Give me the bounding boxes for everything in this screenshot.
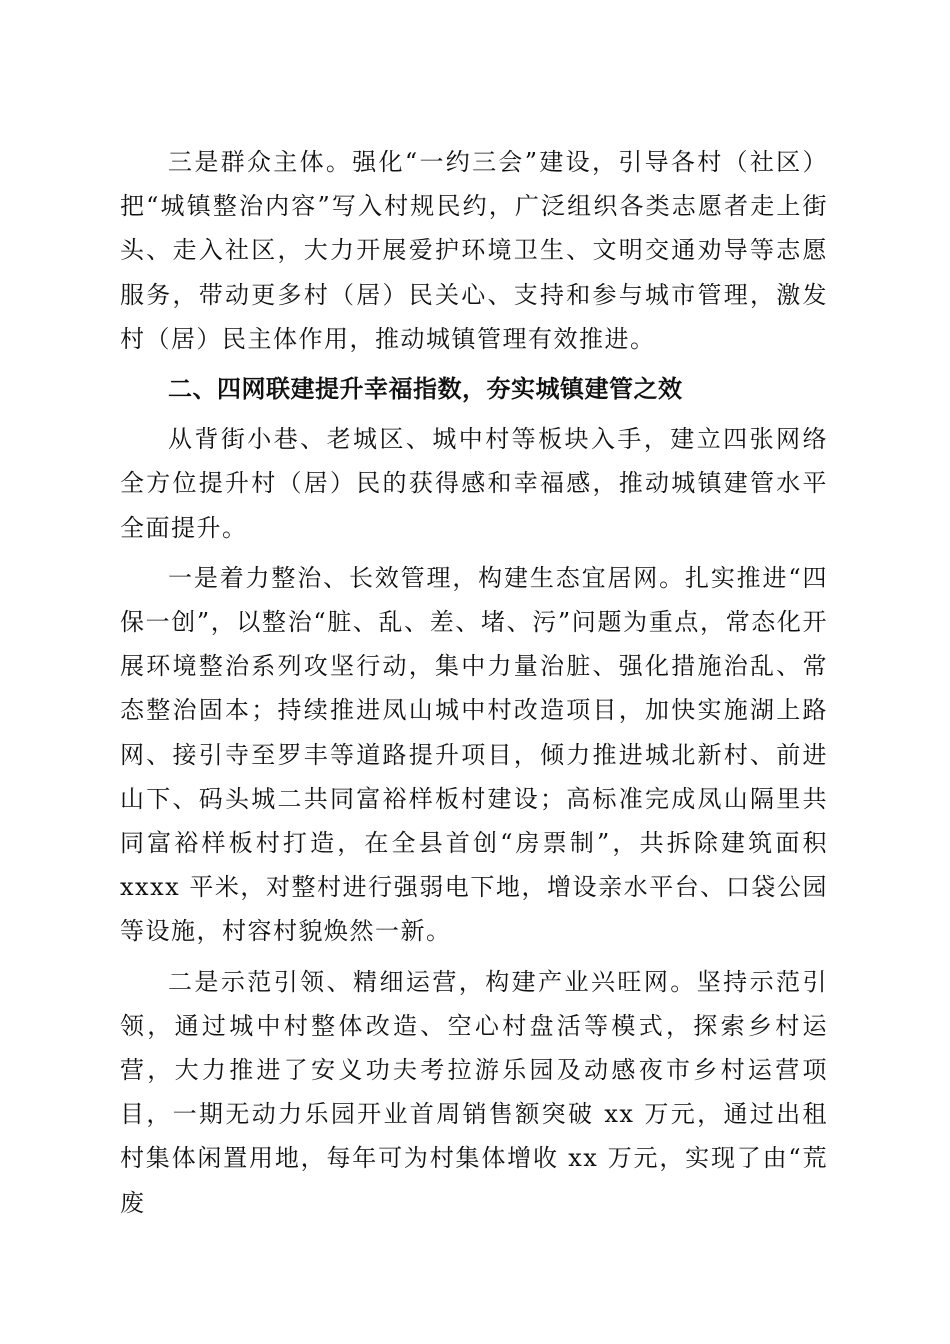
paragraph-lead: 二是示范引领、精细运营，构建产业兴旺网。 — [168, 967, 697, 996]
section-heading: 二、四网联建提升幸福指数，夯实城镇建管之效 — [168, 375, 683, 404]
paragraph-mass-participation — [120, 140, 828, 361]
paragraph-text: 强化“一约三会”建设，引导各村（社区）把“城镇整治内容”写入村规民约，广泛组织各类志愿者走上街头、走入社区，大力开展爱护环境卫生、文明交通劝导等志愿服务，带动更多村（居）民关心、支持和参与城市管理，激发村（居）民主体作用，推动城镇管理有效推进。 — [120, 148, 828, 353]
paragraph-industry-network — [120, 960, 828, 1225]
paragraph-text: 从背街小巷、老城区、城中村等板块入手，建立四张网络全方位提升村（居）民的获得感和幸福感，推动城镇建管水平全面提升。 — [120, 425, 828, 542]
paragraph-text: 坚持示范引领，通过城中村整体改造、空心村盘活等模式，探索乡村运营，大力推进了安义功夫考拉游乐园及动感夜市乡村运营项目，一期无动力乐园开业首周销售额突破 xx 万元，通过出租村集体闲置用地，每年可为村集体增收 xx 万元，实现了由“荒废 — [120, 967, 828, 1217]
paragraph-text: 扎实推进“四保一创”，以整治“脏、乱、差、堵、污”问题为重点，常态化开展环境整治系列攻坚行动，集中力量治脏、强化措施治乱、常态整治固本；持续推进凤山城中村改造项目，加快实施湖上路网、接引寺至罗丰等道路提升项目，倾力推进城北新村、前进山下、码头城二共同富裕样板村建设；高标准完成凤山隔里共同富裕样板村打造，在全县首创“房票制”，共拆除建筑面积 xxxx 平米，对整村进行强弱电下地，增设亲水平台、口袋公园等设施，村容村貌焕然一新。 — [120, 563, 828, 946]
paragraph-section-intro — [120, 417, 828, 550]
paragraph-ecological-network — [120, 556, 828, 954]
paragraph-lead: 三是群众主体。 — [168, 148, 353, 176]
paragraph-lead: 一是着力整治、长效管理，构建生态宜居网。 — [168, 563, 685, 592]
document-body — [120, 140, 828, 1225]
